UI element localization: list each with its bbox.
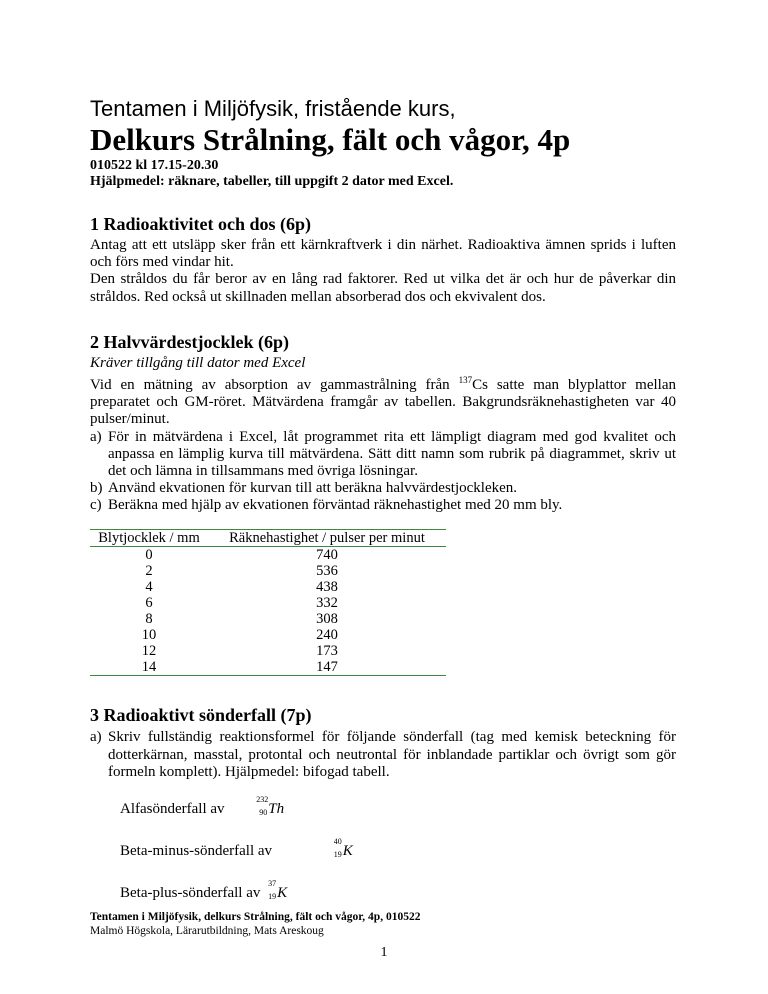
nuclide-symbol: Th	[268, 801, 285, 817]
thickness-cell: 14	[90, 659, 208, 676]
task-label: c)	[90, 497, 102, 514]
question-2-task-c	[90, 497, 676, 514]
nuclide-symbol: K	[277, 885, 288, 901]
thickness-cell: 6	[145, 594, 153, 611]
nuclide-thorium	[254, 795, 285, 818]
question-2-intro-end: Cs satte man blyplattor mellan preparatet och GM-röret. Mätvärdena framgår av tabellen. Bakgrundsräknehastigheten var 40 pulser/minut.	[90, 377, 677, 428]
table-row	[90, 627, 446, 643]
question-2	[90, 331, 676, 677]
nuclide-atomic-number: 90	[259, 808, 268, 817]
thickness-cell: 8	[145, 611, 153, 628]
table-row	[90, 643, 446, 659]
table-row	[90, 595, 446, 611]
exam-content	[90, 96, 677, 901]
task-text: Beräkna med hjälp av ekvationen förväntad räknehastighet med 20 mm bly.	[108, 497, 563, 514]
task-text: För in mätvärdena i Excel, låt programmet rita ett lämpligt diagram med god kvalitet och anpassa en lämplig kurva till mätvärdena. Sätt ditt namn som rubrik på diagrammet, skriv ut det och lämna in tillsammans med övriga lösningar.	[108, 428, 676, 480]
page-number: 1	[380, 945, 388, 960]
measurement-table	[90, 529, 446, 677]
question-1-paragraph-1: Antag att ett utsläpp sker från ett kärnkraftverk i din närhet. Radioaktiva ämnen sprids i luften och förs med vindar hit.	[90, 237, 676, 271]
task-label: b)	[90, 480, 103, 497]
task-text: Skriv fullständig reaktionsformel för följande sönderfall (tag med kemisk beteckning för dotterkärnan, masstal, protontal och neutrontal för inblandade partiklar och övrigt som gör formeln komplett). Hjälpmedel: bifogad tabell.	[108, 729, 676, 780]
decay-beta-plus	[120, 879, 288, 902]
question-2-task-b	[90, 480, 676, 497]
nuclide-mass-number: 40	[333, 837, 342, 846]
count-rate-cell: 240	[316, 627, 338, 644]
count-rate-cell: 740	[316, 546, 338, 563]
decay-list	[90, 781, 676, 901]
question-2-intro	[90, 372, 676, 429]
column-header-thickness: Blytjocklek / mm	[90, 529, 208, 546]
question-3-tasks	[90, 729, 676, 781]
footer-author-line: Malmö Högskola, Lärarutbildning, Mats Areskoug	[90, 925, 324, 937]
task-label: a)	[90, 729, 102, 746]
thickness-cell: 10	[141, 627, 157, 644]
task-text: Använd ekvationen för kurvan till att beräkna halvvärdestjockleken.	[108, 480, 518, 497]
question-2-tasks	[90, 429, 676, 515]
table-row	[90, 659, 446, 676]
count-rate-cell: 438	[316, 578, 338, 595]
exam-aids: Hjälpmedel: räknare, tabeller, till uppgift 2 dator med Excel.	[90, 174, 454, 189]
exam-subtitle: Tentamen i Miljöfysik, fristående kurs,	[90, 96, 456, 121]
thickness-cell: 2	[145, 562, 153, 579]
decay-label: Alfasönderfall av	[120, 801, 225, 817]
table-row	[90, 546, 446, 563]
nuclide-symbol: K	[342, 843, 353, 859]
nuclide-mass-number: 232	[256, 795, 269, 804]
count-rate-cell: 173	[316, 643, 338, 660]
footer-course-line: Tentamen i Miljöfysik, delkurs Strålning, fält och vågor, 4p, 010522	[90, 911, 421, 923]
question-2-note: Kräver tillgång till dator med Excel	[90, 354, 306, 371]
nuclide-potassium-37	[266, 879, 288, 902]
table-row	[90, 611, 446, 627]
task-label: a)	[90, 428, 102, 445]
count-rate-cell: 147	[208, 659, 446, 676]
count-rate-cell: 536	[316, 562, 338, 579]
isotope-mass-number: 137	[458, 375, 473, 386]
question-1	[90, 213, 676, 306]
question-2-heading: 2 Halvvärdestjocklek (6p)	[90, 331, 289, 352]
table-header-row	[90, 529, 446, 546]
exam-title: Delkurs Strålning, fält och vågor, 4p	[90, 122, 571, 157]
count-rate-cell: 308	[316, 611, 338, 628]
thickness-cell: 0	[145, 546, 153, 563]
table-row	[90, 563, 446, 579]
thickness-cell: 12	[141, 643, 157, 660]
decay-alpha	[120, 795, 285, 818]
question-3-heading: 3 Radioaktivt sönderfall (7p)	[90, 705, 312, 726]
page-footer	[90, 910, 676, 938]
question-3-task-a	[90, 729, 676, 781]
table-row	[90, 579, 446, 595]
decay-label: Beta-plus-sönderfall av	[120, 885, 261, 901]
question-2-task-a	[90, 429, 676, 481]
decay-beta-minus	[120, 837, 353, 860]
decay-label: Beta-minus-sönderfall av	[120, 843, 273, 859]
nuclide-mass-number: 37	[268, 879, 277, 888]
question-1-heading: 1 Radioaktivitet och dos (6p)	[90, 214, 312, 234]
nuclide-atomic-number: 19	[333, 850, 342, 859]
thickness-cell: 4	[145, 578, 153, 595]
nuclide-atomic-number: 19	[268, 892, 277, 901]
column-header-count-rate: Räknehastighet / pulser per minut	[208, 529, 446, 546]
question-2-intro-start: Vid en mätning av absorption av gammastrålning från	[90, 377, 450, 394]
question-1-paragraph-2: Den stråldos du får beror av en lång rad faktorer. Red ut vilka det är och hur de påverkar din stråldos. Red också ut skillnaden mellan absorberad dos och ekvivalent dos.	[90, 271, 676, 305]
question-3	[90, 704, 676, 901]
count-rate-cell: 332	[316, 594, 338, 611]
nuclide-potassium-40	[332, 837, 353, 860]
exam-date-time: 010522 kl 17.15-20.30	[90, 158, 219, 173]
